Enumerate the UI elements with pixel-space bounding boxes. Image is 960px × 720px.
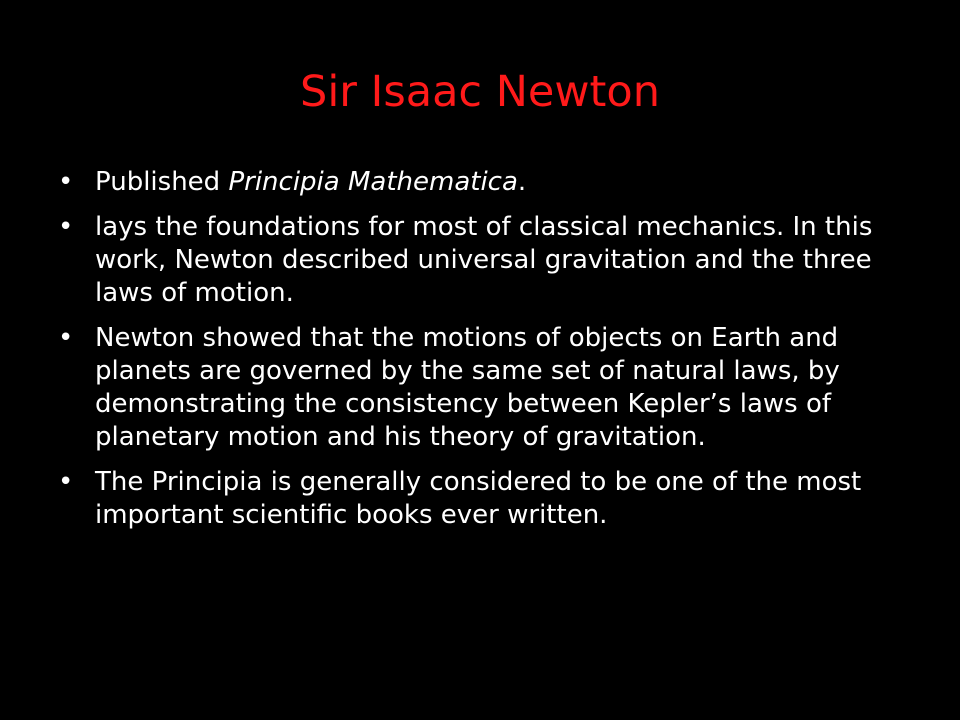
bullet-text-prefix: Published [95, 167, 229, 197]
bullet-item-natural-laws [58, 322, 888, 454]
bullet-list [58, 166, 888, 544]
bullet-item-principia [58, 166, 888, 199]
bullet-text: The Principia is generally considered to be one of the most important scientific books ever written. [95, 467, 862, 530]
bullet-item-importance [58, 466, 888, 532]
bullet-text [95, 166, 888, 199]
bullet-text: Newton showed that the motions of objects on Earth and planets are governed by the same set of natural laws, by demonstrating the consistency between Kepler’s laws of planetary motion and his theory of gravitation. [95, 323, 840, 452]
principia-title: Principia Mathematica [228, 167, 518, 197]
bullet-text: lays the foundations for most of classical mechanics. In this work, Newton described universal gravitation and the three laws of motion. [95, 212, 873, 308]
bullet-text-suffix: . [517, 167, 527, 197]
bullet-icon: • [58, 167, 74, 197]
slide-title: Sir Isaac Newton [300, 67, 660, 117]
bullet-item-foundations [58, 211, 888, 310]
bullet-icon: • [58, 212, 74, 242]
bullet-icon: • [58, 467, 74, 497]
bullet-icon: • [58, 323, 74, 353]
